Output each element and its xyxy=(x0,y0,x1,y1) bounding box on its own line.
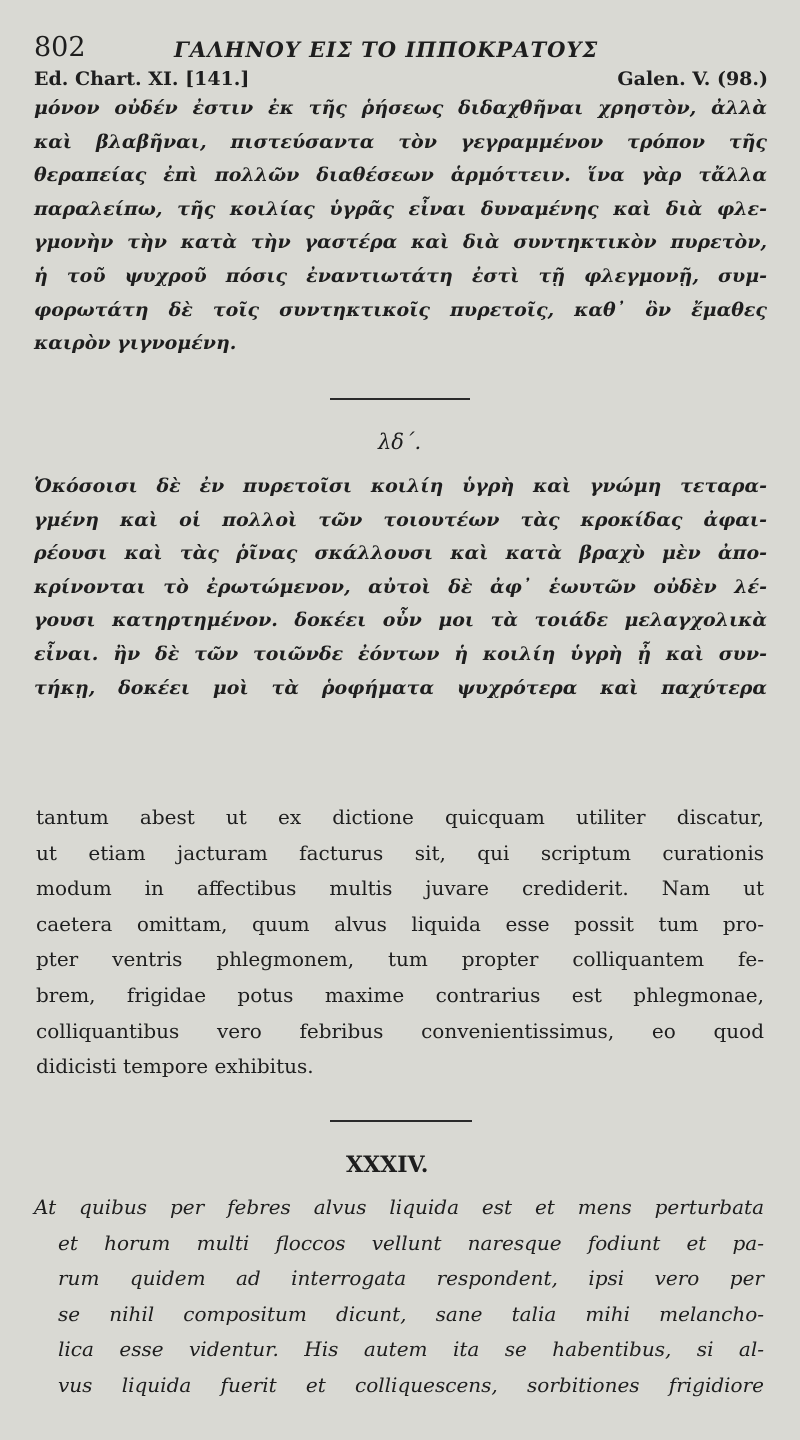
latin-commentary xyxy=(36,800,764,1085)
text-line: κρίνονται τὸ ἐρωτώμενον, αὐτοὶ δὲ ἀφ᾽ ἑωυτῶν οὐδὲν λέ- xyxy=(34,575,767,598)
text-line: φορωτάτη δὲ τοῖς συντηκτικοῖς πυρετοῖς, καθ᾽ ὃν ἔμαθες xyxy=(34,298,767,321)
text-line: modum in affectibus multis juvare crediderit. Nam ut xyxy=(36,876,764,901)
text-line: rum quidem ad interrogata respondent, ipsi vero per xyxy=(58,1266,764,1291)
text-line: ut etiam jacturam facturus sit, qui scriptum curationis xyxy=(36,840,764,865)
page-header xyxy=(34,32,772,62)
text-line: καιρὸν γιγνομένη. xyxy=(34,332,237,355)
text-line: Ὁκόσοισι δὲ ἐν πυρετοῖσι κοιλίη ὑγρὴ καὶ γνώμη τεταρα- xyxy=(34,475,767,497)
text-line: γμένη καὶ οἱ πολλοὶ τῶν τοιουτέων τὰς κροκίδας ἀφαι- xyxy=(34,508,767,531)
greek-aphorism xyxy=(34,470,767,705)
text-line: vus liquida fuerit et colliquescens, sorbitiones frigidiore xyxy=(58,1372,764,1397)
latin-aphorism xyxy=(34,1190,764,1404)
text-line: εἶναι. ἢν δὲ τῶν τοιῶνδε ἐόντων ἡ κοιλίη ὑγρὴ ᾖ καὶ συν- xyxy=(34,642,767,665)
section-divider xyxy=(330,1120,472,1122)
text-line: μόνον οὐδέν ἐστιν ἐκ τῆς ῥήσεως διδαχθῆναι χρηστὸν, ἀλλὰ xyxy=(34,97,767,119)
text-line: et horum multi floccos vellunt naresque fodiunt et pa- xyxy=(58,1230,764,1255)
text-line: caetera omittam, quum alvus liquida esse possit tum pro- xyxy=(36,911,764,936)
greek-section-number: λδ΄. xyxy=(378,430,422,454)
greek-commentary xyxy=(34,92,767,361)
text-line: καὶ βλαβῆναι, πιστεύσαντα τὸν γεγραμμένον τρόπον τῆς xyxy=(34,130,767,153)
text-line: At quibus per febres alvus liquida est et mens perturbata xyxy=(34,1195,764,1219)
text-line: se nihil compositum dicunt, sane talia mihi melancho- xyxy=(58,1301,764,1326)
page-number: 802 xyxy=(34,32,86,63)
text-line: ρέουσι καὶ τὰς ῥῖνας σκάλλουσι καὶ κατὰ βραχὺ μὲν ἀπο- xyxy=(34,542,767,565)
latin-section-number: XXXIV. xyxy=(346,1152,429,1178)
text-line: παραλείπω, τῆς κοιλίας ὑγρᾶς εἶναι δυναμένης καὶ διὰ φλε- xyxy=(34,197,767,220)
running-head: ΓΑΛΗΝΟΥ ΕΙΣ ΤΟ ΙΠΠΟΚΡΑΤΟΥΣ xyxy=(174,37,599,62)
text-line: lica esse videntur. His autem ita se habentibus, si al- xyxy=(58,1337,764,1362)
text-line: tantum abest ut ex dictione quicquam utiliter discatur, xyxy=(36,805,764,829)
edition-left: Ed. Chart. XI. [141.] xyxy=(34,68,250,90)
text-line: brem, frigidae potus maxime contrarius est phlegmonae, xyxy=(36,982,764,1007)
text-line: pter ventris phlegmonem, tum propter colliquantem fe- xyxy=(36,947,764,972)
text-line: didicisti tempore exhibitus. xyxy=(36,1054,314,1079)
edition-right: Galen. V. (98.) xyxy=(617,68,768,90)
text-line: γμονὴν τὴν κατὰ τὴν γαστέρα καὶ διὰ συντηκτικὸν πυρετὸν, xyxy=(34,231,767,254)
text-line: colliquantibus vero febribus convenientissimus, eo quod xyxy=(36,1018,764,1043)
text-line: τήκῃ, δοκέει μοὶ τὰ ῥοφήματα ψυχρότερα καὶ παχύτερα xyxy=(34,676,767,699)
section-divider xyxy=(330,398,470,400)
text-line: γουσι κατηρτημένον. δοκέει οὖν μοι τὰ τοιάδε μελαγχολικὰ xyxy=(34,609,767,632)
text-line: θεραπείας ἐπὶ πολλῶν διαθέσεων ἁρμόττειν. ἵνα γὰρ τἄλλα xyxy=(34,164,767,187)
text-line: ἡ τοῦ ψυχροῦ πόσις ἐναντιωτάτη ἐστὶ τῇ φλεγμονῇ, συμ- xyxy=(34,264,767,287)
